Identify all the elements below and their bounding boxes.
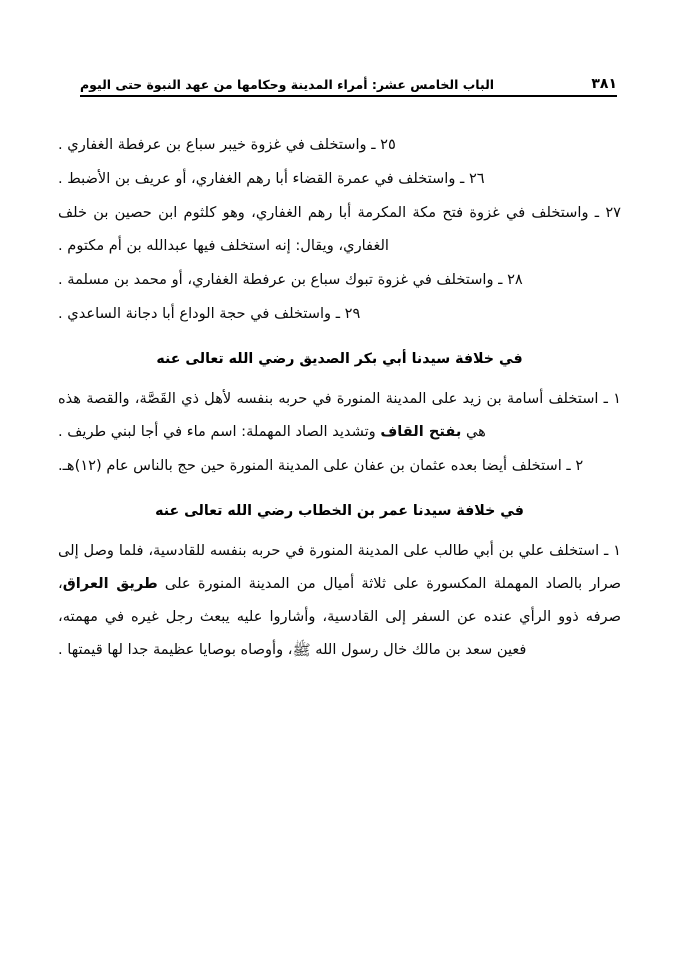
list-item-text-mid: ، صرفه ذوو الرأي عنده عن السفر إلى القادسية، وأشاروا عليه يبعث رجل غيره في مهمته، فعين سعد بن مالك خال رسول الله — [58, 575, 621, 658]
page-number: ٣٨١ — [591, 76, 617, 92]
list-item — [58, 534, 621, 666]
section-heading-umar: في خلافة سيدنا عمر بن الخطاب رضي الله تعالى عنه — [155, 503, 524, 519]
salawat-icon: ﷺ — [292, 641, 311, 659]
list-item-text-tail: وتشديد الصاد المهملة: اسم ماء في أجا لبني طريف . — [58, 423, 381, 440]
running-head-title: الباب الخامس عشر: أمراء المدينة وحكامها من عهد النبوة حتى اليوم — [80, 77, 495, 92]
emphasis-phrase: طريق العراق — [62, 575, 158, 592]
list-item: ٢٩ ـ واستخلف في حجة الوداع أبا دجانة الساعدي . — [58, 305, 361, 322]
list-item — [58, 382, 621, 448]
list-item: ٢٨ ـ واستخلف في غزوة تبوك سباع بن عرفطة الغفاري، أو محمد بن مسلمة . — [58, 271, 523, 288]
list-item: ٢٦ ـ واستخلف في عمرة القضاء أبا رهم الغفاري، أو عريف بن الأضبط . — [58, 170, 485, 187]
header-rule — [80, 95, 617, 97]
list-item-text-tail: ، وأوصاه بوصايا عظيمة جدا لها قيمتها . — [58, 641, 293, 658]
list-item: ٢٥ ـ واستخلف في غزوة خيبر سباع بن عرفطة الغفاري . — [58, 136, 396, 153]
list-item-text-lead: ١ ـ استخلف علي بن أبي طالب على المدينة المنورة في حربه بنفسه للقادسية، فلما وصل إلى صرار بالصاد المهملة المكسورة على ثلاثة أميال من المدينة المنورة على — [58, 542, 621, 592]
section-heading-abu-bakr: في خلافة سيدنا أبي بكر الصديق رضي الله تعالى عنه — [156, 351, 523, 367]
list-item-text-lead: ١ ـ استخلف أسامة بن زيد على المدينة المنورة في حربه بنفسه لأهل ذي القَصَّة، والقصة هذه هي — [58, 390, 621, 440]
list-item: ٢٧ ـ واستخلف في غزوة فتح مكة المكرمة أبا رهم الغفاري، وهو كلثوم ابن حصين بن خلف الغفاري، ويقال: إنه استخلف فيها عبدالله بن أم مكتوم . — [58, 204, 621, 254]
running-head — [80, 68, 617, 92]
emphasis-phrase: بفتح القاف — [380, 423, 462, 440]
list-item: ٢ ـ استخلف أيضا بعده عثمان بن عفان على المدينة المنورة حين حج بالناس عام (١٢)هـ. — [58, 457, 584, 474]
page-content — [58, 128, 621, 667]
